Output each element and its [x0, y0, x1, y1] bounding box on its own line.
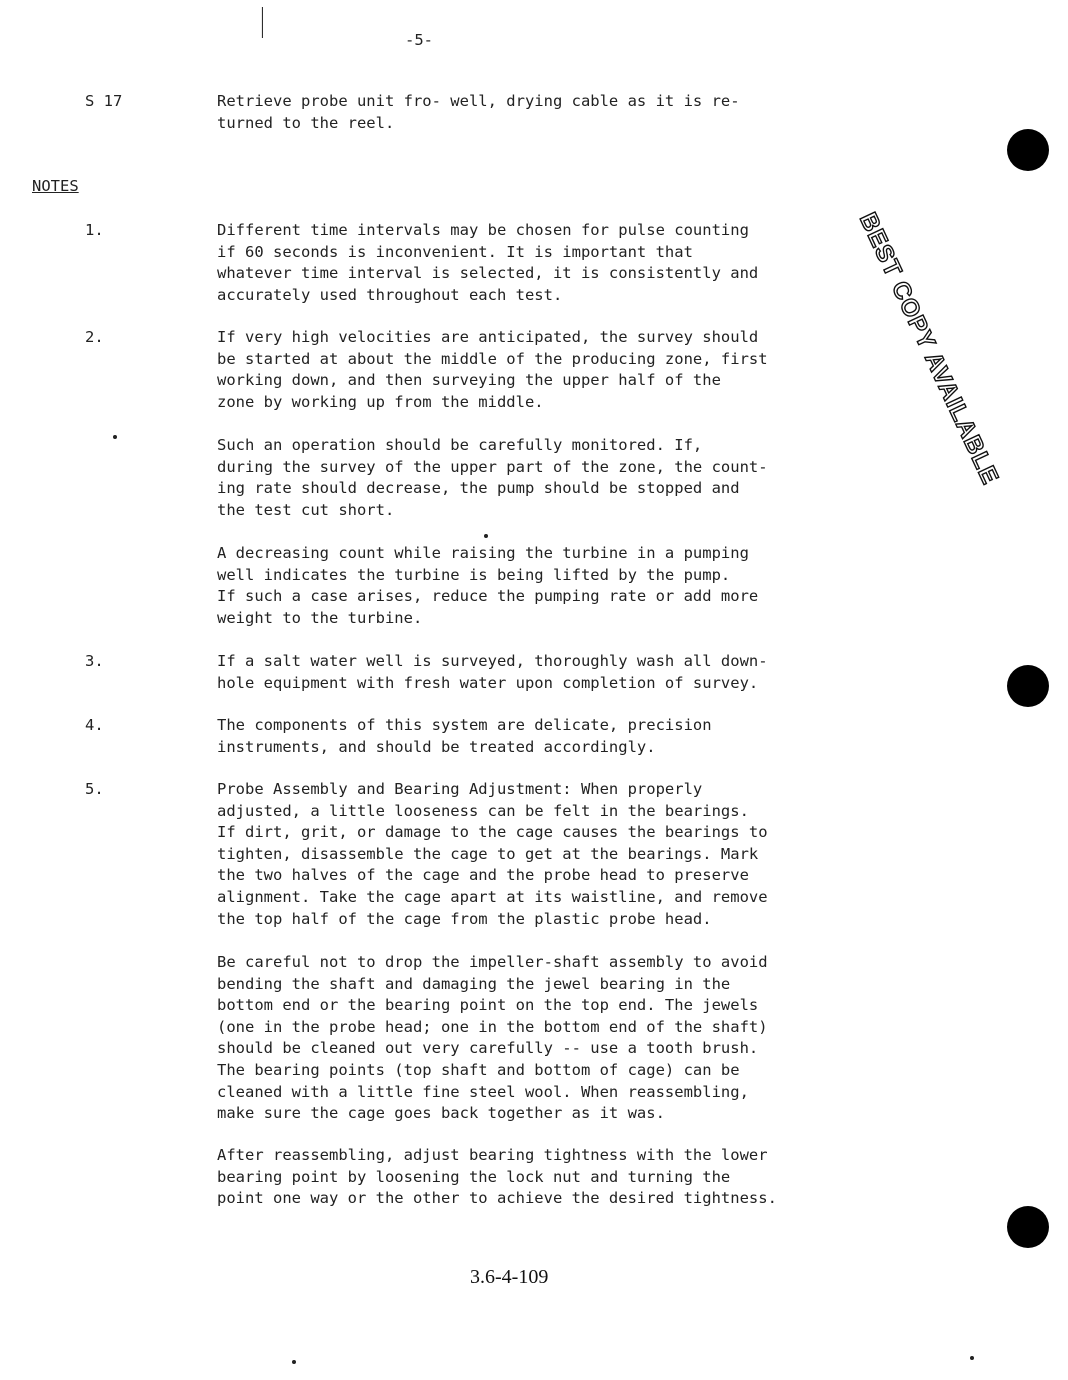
- document-code: 3.6-4-109: [470, 1266, 549, 1288]
- speck: [292, 1360, 296, 1364]
- note-paragraph: Be careful not to drop the impeller-shaft assembly to avoid bending the shaft and damaging the jewel bearing in the bottom end or the bearing point on the top end. The jewels (one in the probe head; one in the bottom end of the shaft) should be cleaned out very carefully -- use a tooth brush. The bearing points (top shaft and bottom of cage) can be cleaned with a little fine steel wool. When reassembling, make sure the cage goes back together as it was.: [217, 953, 768, 1123]
- note-paragraph: The components of this system are delicate, precision instruments, and should be treated accordingly.: [217, 716, 712, 756]
- note-number: 3.: [85, 652, 104, 670]
- note-paragraph: After reassembling, adjust bearing tightness with the lower bearing point by loosening the lock nut and turning the point one way or the other to achieve the desired tightness.: [217, 1146, 777, 1208]
- note-paragraph: Different time intervals may be chosen for pulse counting if 60 seconds is inconvenient. It is important that whatever time interval is selected, it is consistently and accurately used throughout each test.: [217, 221, 759, 304]
- note-paragraph: If a salt water well is surveyed, thoroughly wash all down- hole equipment with fresh water upon completion of survey.: [217, 652, 768, 692]
- note-number: 1.: [85, 221, 104, 239]
- note-paragraph: Probe Assembly and Bearing Adjustment: When properly adjusted, a little looseness can be felt in the bearings. If dirt, grit, or damage to the cage causes the bearings to tighten, disassemble the cage to get at the bearings. Mark the two halves of the cage and the probe head to preserve alignment. Take the cage apart at its waistline, and remove the top half of the cage from the plastic probe head.: [217, 780, 768, 928]
- best-copy-stamp: BEST COPY AVAILABLE: [853, 208, 1004, 489]
- note-paragraph: If very high velocities are anticipated, the survey should be started at about the middle of the producing zone, first working down, and then surveying the upper half of the zone by working up from the middle.: [217, 328, 768, 411]
- margin-mark: |: [260, 2, 265, 39]
- note-paragraph: A decreasing count while raising the turbine in a pumping well indicates the turbine is being lifted by the pump. If such a case arises, reduce the pumping rate or add more weight to the turbine.: [217, 544, 759, 627]
- punch-hole: [1007, 129, 1049, 171]
- step-label: S 17: [85, 92, 123, 110]
- step-text: Retrieve probe unit fro- well, drying cable as it is re- turned to the reel.: [217, 92, 740, 132]
- page-number: -5-: [405, 31, 433, 49]
- note-number: 4.: [85, 716, 104, 734]
- note-number: 5.: [85, 780, 104, 798]
- notes-heading: NOTES: [32, 177, 79, 195]
- speck: [113, 435, 117, 439]
- note-paragraph: Such an operation should be carefully monitored. If, during the survey of the upper part of the zone, the count- ing rate should decrease, the pump should be stopped and the test cut short.: [217, 436, 768, 519]
- speck: [970, 1356, 974, 1360]
- note-number: 2.: [85, 328, 104, 346]
- punch-hole: [1007, 665, 1049, 707]
- speck: [484, 534, 488, 538]
- punch-hole: [1007, 1206, 1049, 1248]
